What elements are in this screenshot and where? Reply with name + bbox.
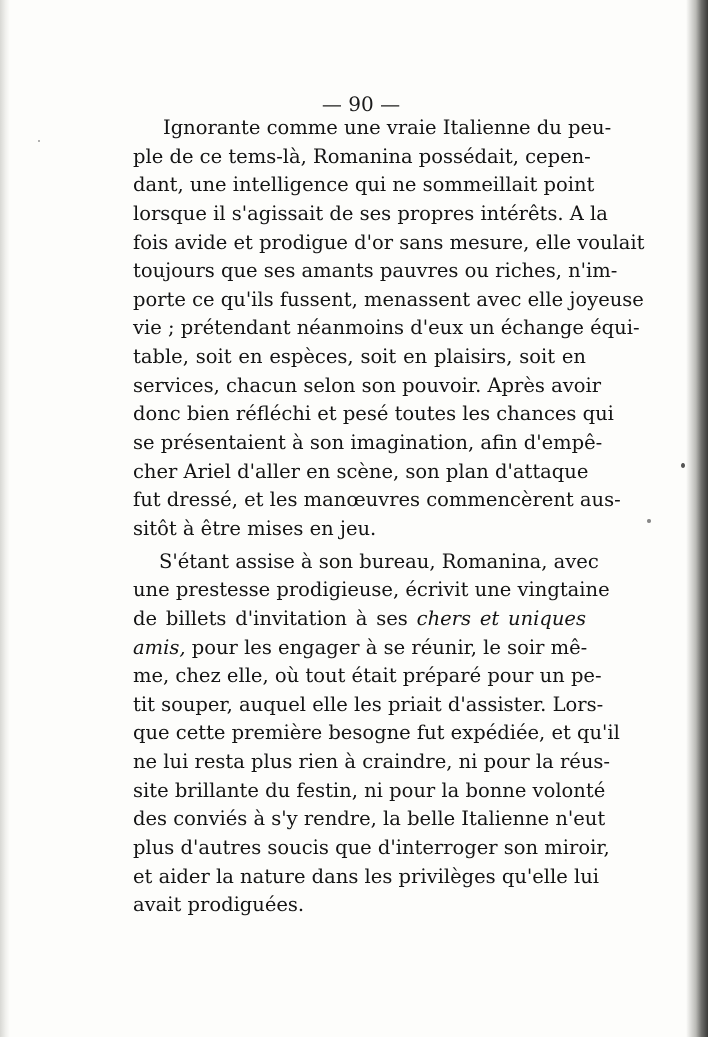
text-line: avait prodiguées. bbox=[133, 893, 305, 917]
text-line: sitôt à être mises en jeu. bbox=[133, 516, 377, 540]
text-line: ple de ce tems-là, Romanina possédait, cepen- bbox=[133, 144, 591, 168]
text-line: fois avide et prodigue d'or sans mesure, elle voulait bbox=[133, 230, 645, 254]
text-line: des conviés à s'y rendre, la belle Italienne n'eut bbox=[133, 807, 606, 831]
text-line: lorsque il s'agissait de ses propres intérêts. A la bbox=[133, 201, 608, 225]
text-line: tit souper, auquel elle les priait d'assister. Lors- bbox=[133, 692, 604, 716]
paragraph-2 bbox=[133, 548, 620, 920]
text-line bbox=[133, 634, 586, 663]
text-line: et aider la nature dans les privilèges qu'elle lui bbox=[133, 864, 600, 888]
text-line: fut dressé, et les manœuvres commencèrent aus- bbox=[133, 488, 621, 512]
text-run: pour les engager à se réunir, le soir mê- bbox=[191, 635, 588, 659]
text-line: services, chacun selon son pouvoir. Après avoir bbox=[133, 373, 602, 397]
text-line: toujours que ses amants pauvres ou riches, n'im- bbox=[133, 259, 618, 283]
ink-speck bbox=[38, 140, 40, 142]
ink-speck bbox=[647, 519, 651, 523]
text-line: donc bien réfléchi et pesé toutes les chances qui bbox=[133, 402, 614, 426]
page-gutter-shadow bbox=[686, 0, 708, 1037]
text-line: S'étant assise à son bureau, Romanina, avec bbox=[159, 549, 599, 573]
text-line: dant, une intelligence qui ne sommeillait point bbox=[133, 173, 595, 197]
text-line: plus d'autres soucis que d'interroger son miroir, bbox=[133, 836, 610, 860]
page-number: — 90 — bbox=[321, 92, 401, 116]
text-line: vie ; prétendant néanmoins d'eux un échange équi- bbox=[133, 316, 640, 340]
text-run: de billets d'invitation à ses bbox=[133, 606, 408, 630]
text-line: une prestesse prodigieuse, écrivit une vingtaine bbox=[133, 578, 610, 602]
page-left-edge bbox=[0, 0, 10, 1037]
text-line: site brillante du festin, ni pour la bonne volonté bbox=[133, 778, 606, 802]
text-line: se présentaient à son imagination, afin d'empê- bbox=[133, 431, 603, 455]
italic-phrase: chers et uniques bbox=[416, 606, 586, 630]
text-line: Ignorante comme une vraie Italienne du peu- bbox=[163, 116, 612, 139]
text-line: cher Ariel d'aller en scène, son plan d'attaque bbox=[133, 459, 589, 483]
text-line: porte ce qu'ils fussent, menassent avec elle joyeuse bbox=[133, 287, 644, 311]
text-line: table, soit en espèces, soit en plaisirs, soit en bbox=[133, 345, 586, 369]
text-line: ne lui resta plus rien à craindre, ni pour la réus- bbox=[133, 750, 610, 774]
body-text bbox=[133, 114, 645, 920]
paragraph-1 bbox=[133, 114, 645, 544]
ink-speck bbox=[681, 463, 685, 468]
italic-phrase: amis, bbox=[133, 635, 186, 659]
text-line: me, chez elle, où tout était préparé pour un pe- bbox=[133, 664, 602, 688]
text-line bbox=[133, 605, 586, 634]
text-line: que cette première besogne fut expédiée, et qu'il bbox=[133, 721, 620, 745]
